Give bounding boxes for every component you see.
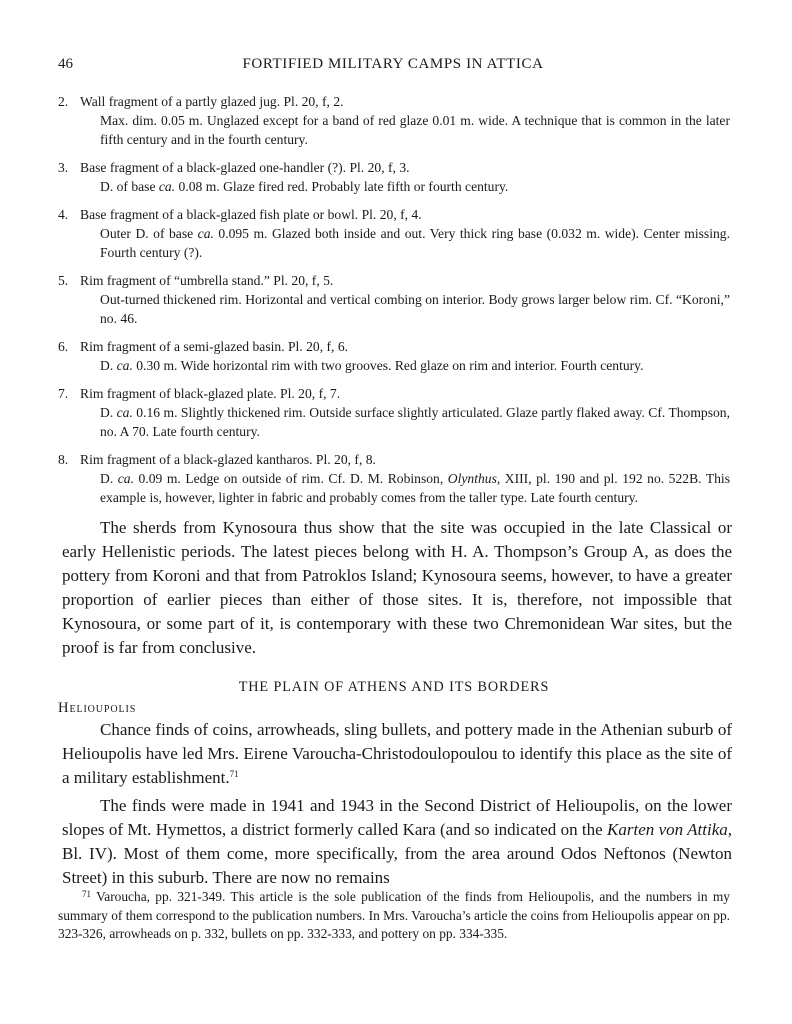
entry-heading: Rim fragment of a semi-glazed basin. Pl. 20, f, 6. — [80, 339, 349, 354]
paragraph-text-span: The finds were made in 1941 and 1943 in the Second District of Helioupolis, on the lower slopes of Mt. Hymettos, a district formerly called Kara (and so indicated on the — [62, 796, 732, 839]
entry-number: 3. — [58, 160, 69, 175]
desc-text: D. — [100, 471, 118, 486]
catalog-entry — [58, 384, 730, 441]
entry-number: 7. — [58, 386, 69, 401]
desc-text: Outer D. of base — [100, 226, 198, 241]
desc-text: 0.16 m. Slightly thickened rim. Outside surface slightly articulated. Glaze partly flaked away. Cf. Thompson, no. A 70. Late fourth century. — [100, 405, 730, 439]
section-heading: THE PLAIN OF ATHENS AND ITS BORDERS — [238, 679, 550, 695]
desc-text: 0.095 m. Glazed both inside and out. Very thick ring base (0.032 m. wide). Center missing. Fourth century (?). — [100, 226, 730, 260]
desc-text: D. — [100, 405, 117, 420]
entry-heading: Base fragment of a black-glazed fish plate or bowl. Pl. 20, f, 4. — [80, 207, 422, 222]
catalog-entry — [58, 92, 730, 149]
catalog-entry — [58, 205, 730, 262]
entry-description — [100, 403, 730, 441]
entry-description — [100, 177, 730, 196]
page-number: 46 — [58, 56, 73, 72]
entry-number: 5. — [58, 273, 69, 288]
entry-description: Out-turned thickened rim. Horizontal and vertical combing on interior. Body grows larger below rim. Cf. “Koroni,” no. 46. — [100, 292, 730, 326]
body-paragraph — [62, 516, 732, 660]
footnote-mark: 71 — [82, 889, 91, 899]
entry-heading: Base fragment of a black-glazed one-handler (?). Pl. 20, f, 3. — [80, 160, 410, 175]
running-title: FORTIFIED MILITARY CAMPS IN ATTICA — [242, 56, 544, 72]
entry-description: Max. dim. 0.05 m. Unglazed except for a band of red glaze 0.01 m. wide. A technique that is common in the later fifth century and in the fourth century. — [100, 113, 730, 147]
desc-text: D. of base — [100, 179, 159, 194]
italic-title: Olynthus — [447, 471, 497, 486]
desc-text: 0.09 m. Ledge on outside of rim. Cf. D. M. Robinson, — [133, 471, 448, 486]
catalog-entry — [58, 271, 730, 328]
desc-text: D. — [100, 358, 117, 373]
body-paragraph — [62, 718, 732, 890]
paragraph-text — [62, 718, 732, 790]
circa-abbrev: ca. — [117, 471, 134, 486]
entry-description — [100, 469, 730, 507]
entry-description — [100, 224, 730, 262]
footnote-text — [58, 885, 730, 944]
footnote-reference: 71 — [229, 769, 239, 779]
footnote — [58, 885, 730, 944]
entry-number: 4. — [58, 207, 69, 222]
entry-number: 6. — [58, 339, 69, 354]
desc-text: , XIII, pl. 190 and pl. 192 no. 522B. This example is, however, lighter in fabric and probably comes from the taller type. Late fourth century. — [100, 471, 730, 505]
circa-abbrev: ca. — [116, 358, 133, 373]
running-header — [58, 56, 728, 78]
entry-heading: Rim fragment of “umbrella stand.” Pl. 20, f, 5. — [80, 273, 334, 288]
italic-title: Karten von Attika — [607, 820, 728, 839]
subsection-heading: Helioupolis — [58, 700, 137, 716]
entry-heading: Rim fragment of a black-glazed kantharos. Pl. 20, f, 8. — [80, 452, 376, 467]
circa-abbrev: ca. — [116, 405, 133, 420]
paragraph-text: The sherds from Kynosoura thus show that the site was occupied in the late Classical or early Hellenistic periods. The latest pieces belong with H. A. Thompson’s Group A, as does the pottery from Koroni and that from Patroklos Island; Kynosoura seems, however, to have a greater proportion of earlier pieces than either of those sites. It is, therefore, not impossible that Kynosoura, or some part of it, is contemporary with these two Chremonidean War sites, but the proof is far from conclusive. — [62, 518, 732, 657]
desc-text: 0.30 m. Wide horizontal rim with two grooves. Red glaze on rim and interior. Fourth century. — [132, 358, 644, 373]
catalog-entry — [58, 337, 730, 375]
paragraph-text-span: Chance finds of coins, arrowheads, sling bullets, and pottery made in the Athenian suburb of Helioupolis have led Mrs. Eirene Varoucha-Christodoulopoulou to identify this place as the site of a military establishment. — [62, 720, 732, 787]
entry-number: 8. — [58, 452, 69, 467]
catalog-entry — [58, 450, 730, 507]
paragraph-text-span: , Bl. IV). Most of them come, more specifically, from the area around Odos Neftonos (Newton Street) in this suburb. There are now no remains — [62, 820, 732, 887]
catalog-list — [58, 92, 730, 516]
entry-description — [100, 356, 730, 375]
entry-number: 2. — [58, 94, 69, 109]
circa-abbrev: ca. — [158, 179, 176, 194]
catalog-entry — [58, 158, 730, 196]
circa-abbrev: ca. — [197, 226, 214, 241]
entry-heading: Wall fragment of a partly glazed jug. Pl. 20, f, 2. — [80, 94, 344, 109]
footnote-body: Varoucha, pp. 321-349. This article is the sole publication of the finds from Helioupolis, and the numbers in my summary of them correspond to the publication numbers. In Mrs. Varoucha’s article the coins from Helioupolis appear on pp. 323-326, arrowheads on p. 332, bullets on pp. 332-333, and pottery on pp. 334-335. — [58, 889, 730, 942]
paragraph-text — [62, 794, 732, 890]
entry-heading: Rim fragment of black-glazed plate. Pl. 20, f, 7. — [80, 386, 341, 401]
desc-text: 0.08 m. Glaze fired red. Probably late fifth or fourth century. — [175, 179, 509, 194]
